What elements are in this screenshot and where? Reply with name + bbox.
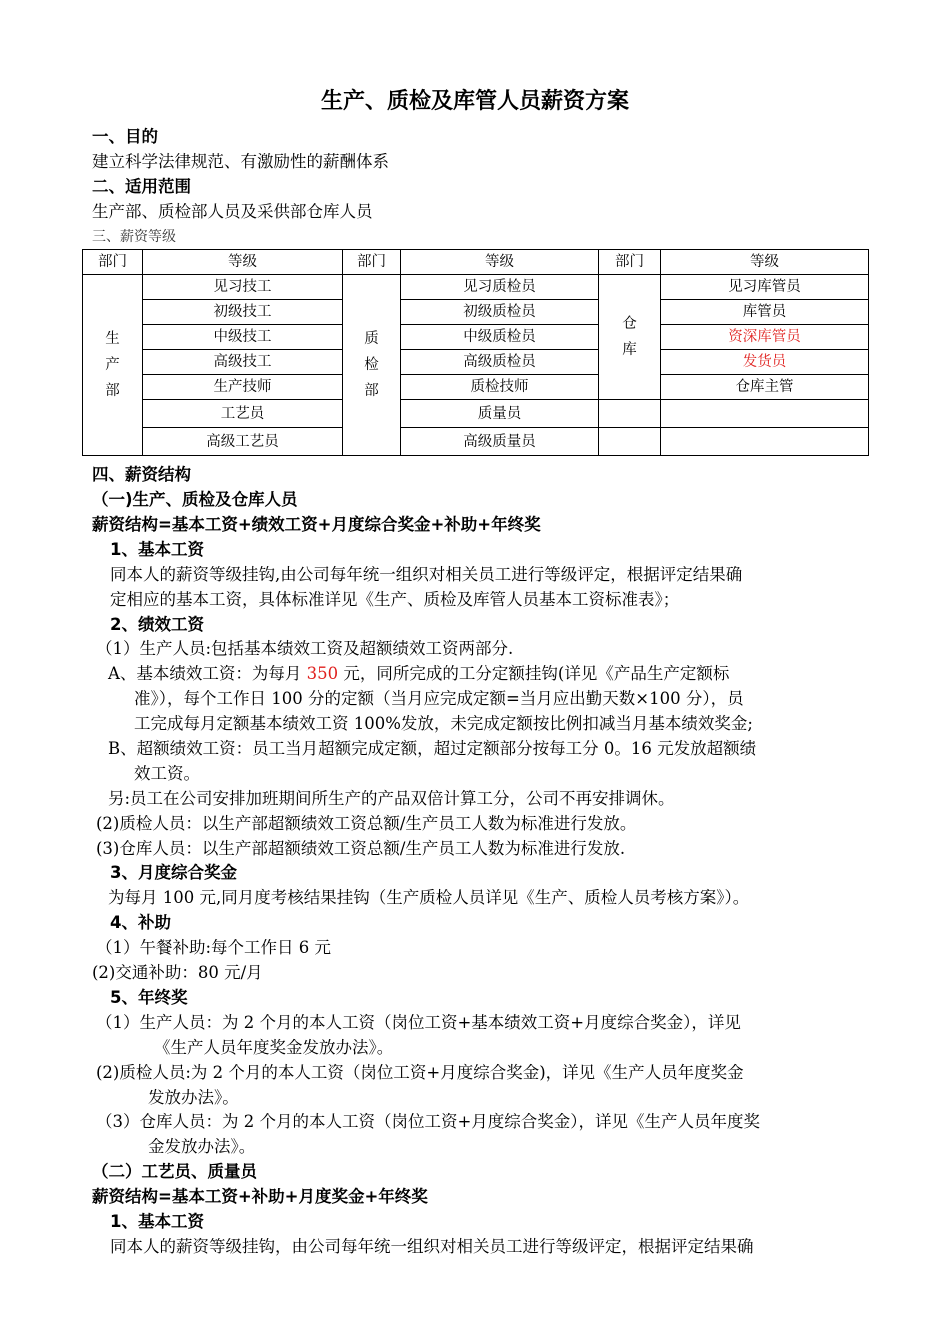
performance-note: 另:员工在公司安排加班期间所生产的产品双倍计算工分，公司不再安排调休。 bbox=[108, 789, 675, 808]
grade-cell: 初级质检员 bbox=[401, 300, 599, 325]
subsection-2-heading: （二）工艺员、质量员 bbox=[92, 1162, 257, 1181]
grade-cell bbox=[661, 400, 869, 428]
table-row bbox=[83, 275, 869, 300]
allowance-title: 4、补助 bbox=[110, 913, 171, 932]
subsection-1-heading: （一)生产、质检及仓库人员 bbox=[92, 490, 298, 509]
grade-cell: 高级质量员 bbox=[401, 428, 599, 456]
performance-b-line-1: B、超额绩效工资：员工当月超额完成定额，超过定额部分按每工分 0。16 元发放超额绩 bbox=[108, 739, 757, 758]
base-salary-2-title: 1、基本工资 bbox=[110, 1212, 204, 1231]
performance-line-1: （1）生产人员:包括基本绩效工资及超额绩效工资两部分. bbox=[96, 639, 514, 658]
dept-warehouse-cell: 仓 库 bbox=[599, 275, 661, 400]
table-row bbox=[83, 428, 869, 456]
table-header-row bbox=[83, 250, 869, 275]
grade-cell bbox=[661, 428, 869, 456]
year-end-line-5: （3）仓库人员：为 2 个月的本人工资（岗位工资+月度综合奖金），详见《生产人员年度奖 bbox=[96, 1112, 761, 1131]
grade-cell: 高级工艺员 bbox=[143, 428, 343, 456]
dept-production-cell: 生 产 部 bbox=[83, 275, 143, 456]
grade-cell: 见习质检员 bbox=[401, 275, 599, 300]
year-end-line-2: 《生产人员年度奖金发放办法》。 bbox=[154, 1038, 394, 1057]
section-grade-heading: 三、薪资等级 bbox=[92, 229, 176, 245]
grade-cell: 库管员 bbox=[661, 300, 869, 325]
grade-cell: 工艺员 bbox=[143, 400, 343, 428]
year-end-line-3: (2)质检人员:为 2 个月的本人工资（岗位工资+月度综合奖金)，详见《生产人员年度奖金 bbox=[96, 1063, 744, 1082]
table-header-cell: 等级 bbox=[661, 250, 869, 275]
performance-a-suffix: 元，同所完成的工分定额挂钩(详见《产品生产定额标 bbox=[338, 664, 730, 683]
dept-qc-cell: 质 检 部 bbox=[343, 275, 401, 456]
performance-title: 2、绩效工资 bbox=[110, 615, 204, 634]
grade-cell: 高级技工 bbox=[143, 350, 343, 375]
grade-cell: 质检技师 bbox=[401, 375, 599, 400]
performance-a-line-3: 工完成每月定额基本绩效工资 100%发放，未完成定额按比例扣减当月基本绩效奖金; bbox=[134, 714, 753, 733]
salary-grade-table bbox=[82, 249, 869, 456]
formula-1: 薪资结构=基本工资+绩效工资+月度综合奖金+补助+年终奖 bbox=[92, 515, 541, 534]
table-header-cell: 部门 bbox=[599, 250, 661, 275]
grade-cell: 质量员 bbox=[401, 400, 599, 428]
table-header-cell: 部门 bbox=[83, 250, 143, 275]
year-end-line-6: 金发放办法》。 bbox=[148, 1137, 256, 1156]
table-row bbox=[83, 350, 869, 375]
performance-a-prefix: A、基本绩效工资：为每月 bbox=[108, 664, 307, 683]
empty-dept-cell bbox=[599, 428, 661, 456]
grade-cell: 中级技工 bbox=[143, 325, 343, 350]
grade-cell: 仓库主管 bbox=[661, 375, 869, 400]
section-scope-heading: 二、适用范围 bbox=[92, 177, 191, 196]
empty-dept-cell bbox=[599, 400, 661, 428]
grade-cell-highlighted: 资深库管员 bbox=[661, 325, 869, 350]
grade-cell-highlighted: 发货员 bbox=[661, 350, 869, 375]
table-row bbox=[83, 400, 869, 428]
grade-cell: 高级质检员 bbox=[401, 350, 599, 375]
performance-a-line-2: 准》），每个工作日 100 分的定额（当月应完成定额=当月应出勤天数×100 分），员 bbox=[134, 689, 744, 708]
performance-line-2: (2)质检人员：以生产部超额绩效工资总额/生产员工人数为标准进行发放。 bbox=[96, 814, 637, 833]
grade-cell: 见习技工 bbox=[143, 275, 343, 300]
allowance-line-1: （1）午餐补助:每个工作日 6 元 bbox=[96, 938, 332, 957]
performance-line-3: (3)仓库人员：以生产部超额绩效工资总额/生产员工人数为标准进行发放. bbox=[96, 839, 626, 858]
section-purpose-heading: 一、目的 bbox=[92, 127, 158, 146]
year-end-line-4: 发放办法》。 bbox=[148, 1088, 239, 1107]
base-salary-title: 1、基本工资 bbox=[110, 540, 204, 559]
monthly-bonus-title: 3、月度综合奖金 bbox=[110, 863, 237, 882]
formula-2: 薪资结构=基本工资+补助+月度奖金+年终奖 bbox=[92, 1187, 428, 1206]
grade-cell: 见习库管员 bbox=[661, 275, 869, 300]
base-salary-line-1: 同本人的薪资等级挂钩,由公司每年统一组织对相关员工进行等级评定，根据评定结果确 bbox=[110, 565, 743, 584]
year-end-title: 5、年终奖 bbox=[110, 988, 188, 1007]
base-salary-line-2: 定相应的基本工资，具体标准详见《生产、质检及库管人员基本工资标准表》； bbox=[110, 590, 680, 609]
table-header-cell: 部门 bbox=[343, 250, 401, 275]
section-scope-text: 生产部、质检部人员及采供部仓库人员 bbox=[92, 202, 373, 221]
grade-cell: 中级质检员 bbox=[401, 325, 599, 350]
table-header-cell: 等级 bbox=[143, 250, 343, 275]
section-purpose-text: 建立科学法律规范、有激励性的薪酬体系 bbox=[92, 152, 389, 171]
section-structure-heading: 四、薪资结构 bbox=[92, 465, 191, 484]
table-row bbox=[83, 375, 869, 400]
performance-amount: 350 bbox=[306, 664, 339, 683]
allowance-line-2: (2)交通补助：80 元/月 bbox=[92, 963, 263, 982]
year-end-line-1: （1）生产人员：为 2 个月的本人工资（岗位工资+基本绩效工资+月度综合奖金），详见 bbox=[96, 1013, 741, 1032]
base-salary-2-line-1: 同本人的薪资等级挂钩，由公司每年统一组织对相关员工进行等级评定，根据评定结果确 bbox=[110, 1237, 754, 1256]
performance-b-line-2: 效工资。 bbox=[134, 764, 200, 783]
table-row bbox=[83, 300, 869, 325]
performance-a-line-1 bbox=[108, 662, 729, 686]
grade-cell: 生产技师 bbox=[143, 375, 343, 400]
table-row bbox=[83, 325, 869, 350]
document-title: 生产、质检及库管人员薪资方案 bbox=[320, 89, 629, 114]
monthly-bonus-line: 为每月 100 元,同月度考核结果挂钩（生产质检人员详见《生产、质检人员考核方案》）。 bbox=[108, 888, 750, 907]
table-header-cell: 等级 bbox=[401, 250, 599, 275]
grade-cell: 初级技工 bbox=[143, 300, 343, 325]
